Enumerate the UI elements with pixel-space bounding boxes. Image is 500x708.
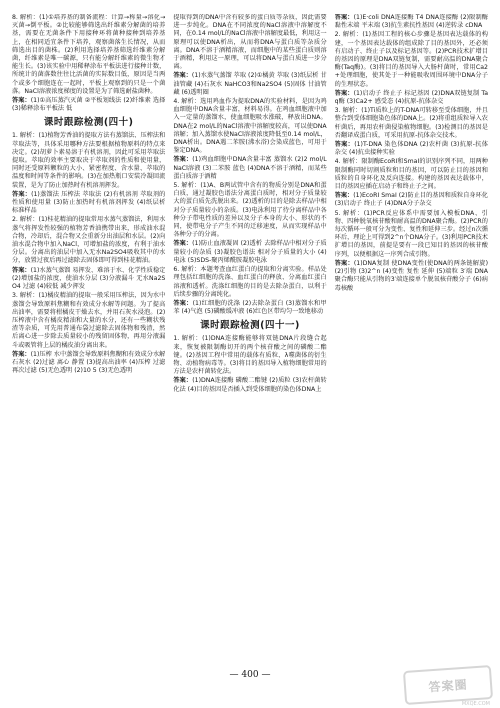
explanation-paragraph [173,98,326,155]
paragraph-text: 4. 解析：选用鸡血作为提取DNA的实验材料，是因为鸡血细胞中DNA含量丰富，材料易得。在鸡血细胞液中加入一定量的蒸馏水，使血细胞吸水涨破，释放出DNA。DNA在2 mol/L的NaCl溶液中溶解度较高，可以使DNA溶解；加入蒸馏水使NaCl溶液浓度降低至0.14 mol/L，DNA析出。DNA遇二苯胺(沸水浴)会染成蓝色，可用于鉴定DNA。 [173,98,327,155]
paragraph-text: 2. 解析：(1)基因工程的核心步骤是基因表达载体的构建，一个基因表达载体的组成除了目的基因外，还必须有启动子、终止子以及标记基因等。(2)PCR技术扩增目的基因的原理是DNA双链复制，需要耐高温的DNA聚合酶(Taq酶)。(3)将目的基因导入大肠杆菌时，常用Ca2+处理细胞，使其处于一种能吸收周围环境中DNA分子的生理状态。 [334,31,488,88]
paragraph-text: (1)EcoRⅠ SmaⅠ (2)防止目的基因和质粒自身环化 (3)启动子 终止子 (4)DNA分子杂交 [334,192,488,208]
paragraph-text: (1)DNA连接酶 磷酸二酯键 (2)质粒 (3)农杆菌转化法 (4)目的基因是否插入到受体细胞的染色体DNA上 [173,377,327,393]
answer-label: 答案： [12,97,31,105]
paragraph-text: (1)①高压蒸汽灭菌 ②平板划线法 (2)纤维素 选择 (3)稀释涂布平板法 低 [12,97,166,113]
paragraph-text: 2. 解析：(1)桂花精油的提取常用水蒸气蒸馏法，利用水蒸气将挥发性较强的植物芳香油携带出来，形成油水混合物，冷却后，混合物又会重新分出油层和水层。(2)向油水混合物中加入NaCl，可增加盐的浓度，有利于油水分层。分离出的油层中加入无水Na2SO4吸收其中的水分，放置过夜后再过滤除去固体即可得到桂花精油。 [12,216,166,265]
answer-paragraph [335,141,488,157]
paragraph-text: 3. 解析：(1)橘皮精油的提取一般采用压榨法，因为水中蒸馏会导致原料焦糊和有效成分水解等问题。为了提高出油率，需要将柑橘皮干燥去水，并用石灰水浸泡。(2)压榨液中含有橘皮精油和大量的水分，还有一些糊状残渣等杂质，可先用普通布袋过滤除去固体物和残渣，然后离心进一步除去质量较小的残留固体物，再用分液漏斗或吸管将上层的橘皮油分离出来。 [12,292,166,349]
answer-paragraph [335,90,488,106]
answer-label: 答案： [173,156,193,164]
paragraph-text: 5. 解析：(1)PCR反应体系中需要加入模板DNA、引物、四种脱氧核苷酸和耐高温的DNA聚合酶。(2)PCR的每次循环一般可分为变性、复性和延伸三步。经过n次循环后，理论上可得到2^n个DNA分子。(3)利用PCR技术扩增目的基因，前提是要有一段已知目的基因的核苷酸序列，以便根据这一序列合成引物。 [334,209,488,258]
paragraph-text: 1. 解析：(1)DNA连接酶能够将双链DNA片段缝合起来，恢复被限制酶切开的两个核苷酸之间的磷酸二酯键。(2)基因工程中常用的载体有质粒、λ噬菌体的衍生物、动植物病毒等。(3)将目的基因导入植物细胞常用的方法是农杆菌转化法。 [173,335,327,376]
answer-paragraph [12,97,165,113]
paragraph-text: (1)启动子 终止子 标记基因 (2)DNA双链复制 Taq酶 (3)Ca2+ 感受态 (4)抗原-抗体杂交 [334,89,488,106]
explanation-paragraph [173,266,326,299]
answer-label: 答案： [334,259,354,267]
answer-label: 答案： [173,377,193,385]
paragraph-text: 4. 解析：限制酶EcoRⅠ和SmaⅠ的识别序列不同，用两种限制酶同时切割质粒和目的基因，可以防止目的基因和质粒的自身环化及反向连接。构建的基因表达载体中，目的基因应插在启动子和终止子之间。 [334,158,488,191]
paragraph-text: (1)红细胞的洗涤 (2)去除杂蛋白 (3)蒸馏水和甲苯 (4)气泡 (5)磷酸缓冲液 (6)红色区带均匀一致地移动 [173,299,327,316]
answer-paragraph [173,72,326,97]
paragraph-text: (1)蒸馏法 压榨法 萃取法 (2)有机溶剂 萃取剂的性质和使用量 (3)防止加热时有机溶剂挥发 (4)纸层析 标准样品 [12,190,166,215]
text-columns [12,14,488,670]
answer-paragraph [335,260,488,293]
answer-paragraph [335,192,488,208]
explanation-paragraph [12,292,165,349]
answer-paragraph [173,377,326,393]
answer-paragraph [335,14,488,30]
paragraph-text: 8. 解析：(1)①培养基的制备流程：计算→称量→溶化→灭菌→倒平板。②比较能够筛选出纤维素分解菌的培养基，需要在无菌条件下用接种环将菌种接种到培养基上，在相同适宜条件下培养，观察菌落生长情况，从而筛选出目的菌株。(2)利用选择培养基筛选纤维素分解菌，纤维素是唯一碳源，只有能分解纤维素的微生物才能生长。(3)该实验中用稀释涂布平板法进行接种计数，所统计的菌落数往往比活菌的实际数目低，原因是当两个或多个细胞连在一起时，平板上观察到的只是一个菌落。NaCl溶液浓度梯度的设置是为了筛选耐盐菌种。 [12,14,166,95]
answer-paragraph [173,300,326,316]
paragraph-text: (1)鸡血细胞中DNA含量丰富 蒸馏水 (2)2 mol/L NaCl溶液 (3)二苯胺 蓝色 (4)DNA不溶于酒精，而某些蛋白质溶于酒精 [173,156,327,180]
page-number: — 400 — [229,670,271,680]
answer-paragraph [173,240,326,265]
paragraph-text: (1)E·coli DNA连接酶 T4 DNA连接酶 (2)限制酶 黏性末端 平末端 (3)抗生素抗性基因 (4)逆转录 cDNA [334,14,488,30]
answer-label: 答案： [334,14,354,21]
column-middle [173,14,326,670]
explanation-paragraph [173,182,326,239]
explanation-paragraph [335,107,488,140]
explanation-paragraph [335,210,488,259]
answer-label: 答案： [12,190,32,198]
paragraph-text: (1)水蒸气蒸馏 萃取 (2)①橘黄 萃取 (3)纸层析 甘油管藏 (4)石灰水 NaHCO3和Na2SO4 (5)固体 甘油管藏 (6)透明圈 [173,72,327,96]
column-right [335,14,488,670]
paragraph-text: (1)防止血液凝固 (2)透析 去除样品中相对分子质量较小的杂质 (3)凝胶色谱法 相对分子质量的大小 (4)电泳 (5)SDS-聚丙烯酰胺凝胶电泳 [173,240,327,264]
explanation-paragraph [335,158,488,191]
explanation-paragraph [173,14,326,71]
answer-label: 答案： [334,141,355,149]
paragraph-text: 1. 解析：(1)植物芳香油的提取方法有蒸馏法、压榨法和萃取法等，具体采用哪种方法要根据植物原料的特点来决定。(2)胡萝卜素易溶于有机溶剂，因此可采用萃取法提取。萃取的效率主要取决于萃取剂的性质和使用量，同时还受原料颗粒的大小、紧密程度、含水量、萃取的温度和时间等条件的影响。(3)在加热瓶口安装冷凝回流装置，是为了防止加热时有机溶剂挥发。 [12,132,166,189]
answer-label: 答案： [334,89,354,97]
answer-label: 答案： [12,266,31,274]
answer-label: 答案： [334,192,354,200]
explanation-paragraph [12,14,165,96]
answer-label: 答案： [12,350,31,358]
explanation-paragraph [173,335,326,376]
paragraph-text: 3. 解析：(1)Ti质粒上的T-DNA可转移至受体细胞，并且整合到受体细胞染色体的DNA上。(2)将重组质粒导入农杆菌后，再用农杆菌侵染植物细胞。(3)检测目的基因是否翻译成蛋白质，可采用抗原-抗体杂交技术。 [334,107,488,139]
answer-label: 答案： [173,72,192,80]
explanation-paragraph [335,31,488,88]
explanation-paragraph [12,132,165,189]
paragraph-text: (1)水蒸气蒸馏 易挥发、难溶于水、化学性质稳定 (2)增加盐的浓度，使油水分层 (3)分液漏斗 无水Na2SO4 过滤 (4)较低 减少挥发 [12,266,166,291]
answer-paragraph [173,156,326,181]
section-title: 课时跟踪检测(四十一) [200,320,300,332]
answer-label: 答案： [173,299,193,307]
paragraph-text: 5. 解析：(1)A、B两试管中含有的物质分别是DNA和蛋白质，通过凝胶色谱法分离蛋白质时，相对分子质量较大的蛋白质先洗脱出来。(2)透析的目的是除去样品中相对分子质量较小的杂质。(3)电泳利用了待分离样品中各种分子带电性质的差异以及分子本身的大小、形状的不同，使带电分子产生不同的迁移速度，从而实现样品中各种分子的分离。 [173,182,327,239]
paragraph-text: 6. 解析：本题考查血红蛋白的提取和分离实验。样品处理包括红细胞的洗涤、血红蛋白的释放、分离血红蛋白溶液和透析。洗涤红细胞的目的是去除杂蛋白，以利于后续步骤的分离纯化。 [173,266,327,298]
watermark-logo: 答案圈 [403,665,493,705]
paragraph-text: (1)T-DNA 染色体DNA (2)农杆菌 (3)抗原-抗体杂交 (4)抗虫接种实验 [334,141,488,157]
explanation-paragraph [12,216,165,265]
paragraph-text: (1)DNA复制 使DNA变性(使DNA的两条链解旋) (2)引物 (3)2^n (4)变性 复性 延伸 (5)端粒 3′端 DNA聚合酶只能从引物的3′端连接单个脱氧核苷酸分子 (6)病毒核酸 [334,259,488,292]
watermark-url: MXQE.COM [461,701,490,707]
answer-paragraph [12,191,165,216]
section-title: 课时跟踪检测(四十) [43,117,134,129]
answer-label: 答案： [173,240,193,248]
column-left [12,14,165,670]
answer-paragraph [12,267,165,292]
answer-paragraph [12,351,165,376]
paragraph-text: 提取得到的DNA中含有较多的蛋白质等杂质，因此需要进一步纯化。DNA在不同浓度的NaCl溶液中溶解度不同，在0.14 mol/L的NaCl溶液中溶解度最低，利用这一原理可以使DNA析出，从而将DNA与蛋白质等杂质分离。DNA不溶于酒精溶液，而细胞中的某些蛋白质则溶于酒精，利用这一原理，可以将DNA与蛋白质进一步分离。 [173,14,327,71]
paragraph-text: (1)压榨 水中蒸馏会导致原料焦糊和有效成分水解 石灰水 (2)过滤 离心 静置 (3)提高出油率 (4)压榨 过滤 再次过滤 (5)无色透明 (2)10 5 (3)无色透明 [12,350,166,375]
